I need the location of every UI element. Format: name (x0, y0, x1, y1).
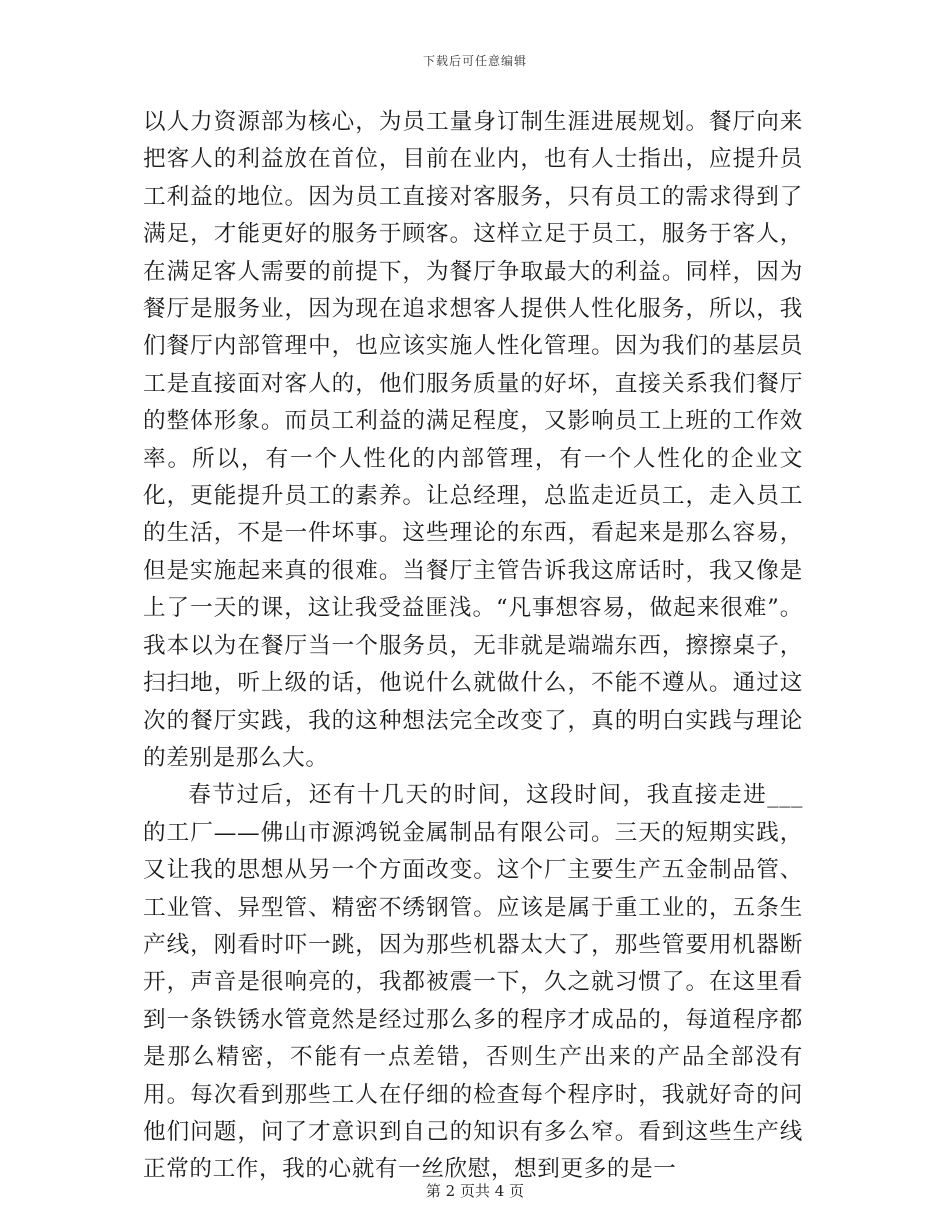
page-footer: 第 2 页共 4 页 (425, 1182, 525, 1200)
paragraph-2: 春节过后，还有十几天的时间，这段时间，我直接走进___的工厂——佛山市源鸿锐金属制品有限公司。三天的短期实践，又让我的思想从另一个方面改变。这个厂主要生产五金制品管、工业管、异型管、精密不绣钢管。应该是属于重工业的，五条生产线，刚看时吓一跳，因为那些机器太大了，那些管要用机器断开，声音是很响亮的，我都被震一下，久之就习惯了。在这里看到一条铁锈水管竟然是经过那么多的程序才成品的，每道程序都是那么精密，不能有一点差错，否则生产出来的产品全部没有用。每次看到那些工人在仔细的检查每个程序时，我就好奇的问他们问题，问了才意识到自己的知识有多么窄。看到这些生产线正常的工作，我的心就有一丝欣慰，想到更多的是一 (143, 782, 803, 1183)
page-header: 下载后可任意编辑 (422, 54, 527, 68)
document-body (143, 104, 803, 1189)
paragraph-1: 以人力资源部为核心，为员工量身订制生涯进展规划。餐厅向来把客人的利益放在首位，目前在业内，也有人士指出，应提升员工利益的地位。因为员工直接对客服务，只有员工的需求得到了满足，才能更好的服务于顾客。这样立足于员工，服务于客人，在满足客人需要的前提下，为餐厅争取最大的利益。同样，因为餐厅是服务业，因为现在追求想客人提供人性化服务，所以，我们餐厅内部管理中，也应该实施人性化管理。因为我们的基层员工是直接面对客人的，他们服务质量的好坏，直接关系我们餐厅的整体形象。而员工利益的满足程度，又影响员工上班的工作效率。所以，有一个人性化的内部管理，有一个人性化的企业文化，更能提升员工的素养。让总经理，总监走近员工，走入员工的生活，不是一件坏事。这些理论的东西，看起来是那么容易，但是实施起来真的很难。当餐厅主管告诉我这席话时，我又像是上了一天的课，这让我受益匪浅。“凡事想容易，做起来很难”。我本以为在餐厅当一个服务员，无非就是端端东西，擦擦桌子，扫扫地，听上级的话，他说什么就做什么，不能不遵从。通过这次的餐厅实践，我的这种想法完全改变了，真的明白实践与理论的差别是那么大。 (143, 109, 803, 771)
